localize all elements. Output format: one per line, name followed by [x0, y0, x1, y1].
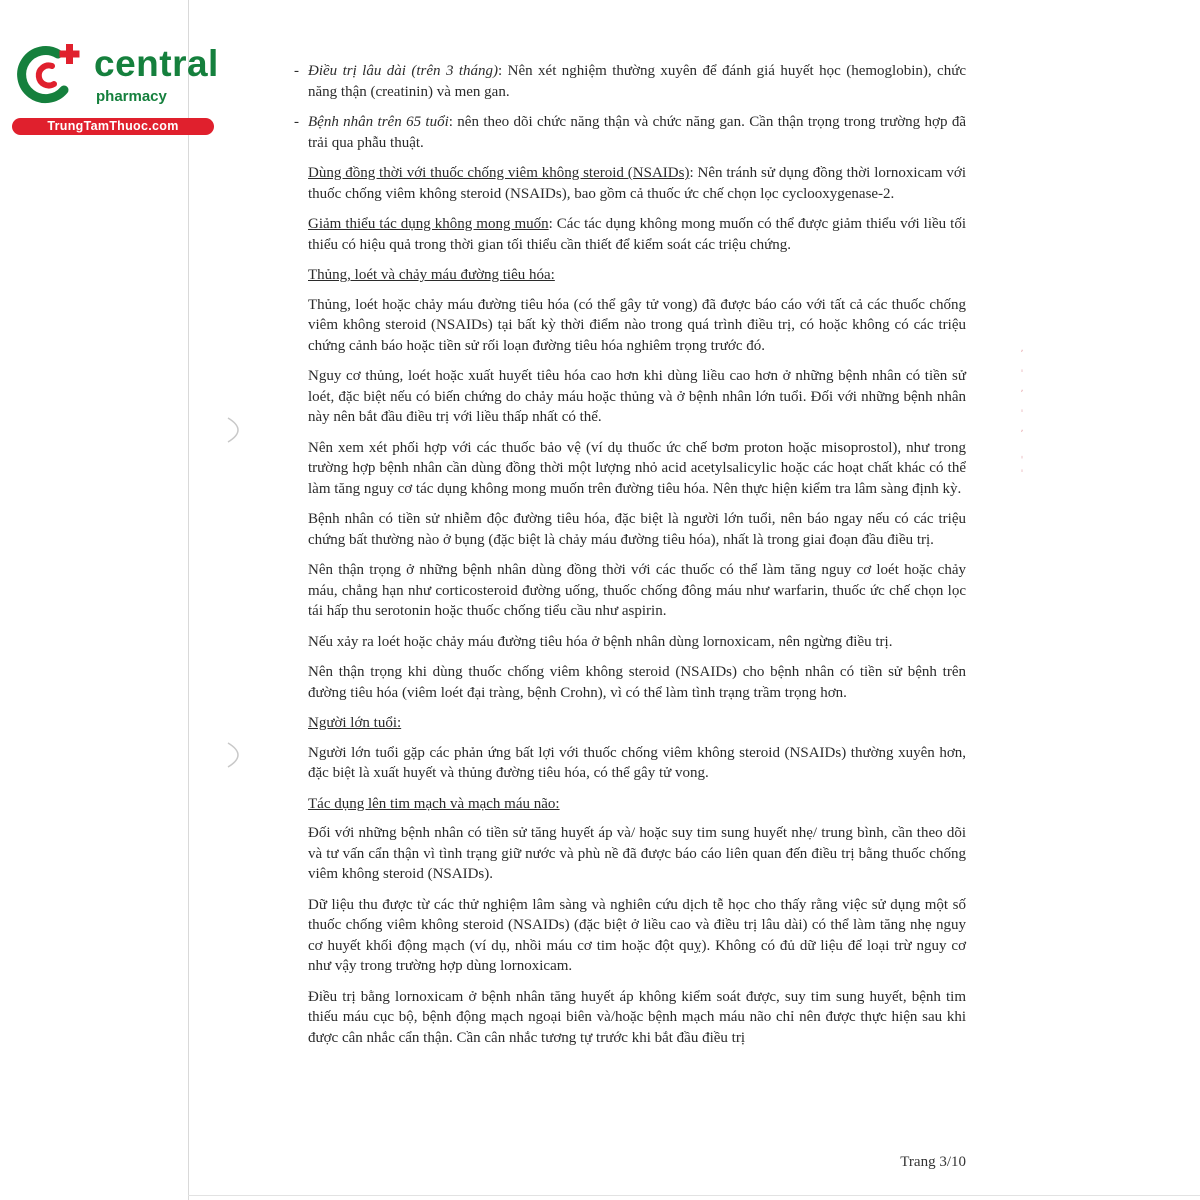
list-item-lead: Bệnh nhân trên 65 tuổi: [308, 114, 449, 130]
section-heading-cardiovascular: Tác dụng lên tim mạch và mạch máu não:: [308, 795, 560, 812]
paragraph: Nên thận trọng ở những bệnh nhân dùng đồng thời với các thuốc có thể làm tăng nguy cơ loét hoặc chảy máu, chẳng hạn như corticosteroid đường uống, thuốc chống đông máu như warfarin, thuốc ức chế chọn lọc tái hấp thu serotonin hoặc thuốc chống tiểu cầu như aspirin.: [308, 562, 966, 619]
paragraph-lead: Dùng đồng thời với thuốc chống viêm không steroid (NSAIDs): [308, 165, 690, 181]
list-item: [292, 112, 966, 153]
paragraph: Bệnh nhân có tiền sử nhiễm độc đường tiêu hóa, đặc biệt là người lớn tuổi, nên báo ngay nếu có các triệu chứng bất thường nào ở bụng (đặc biệt là chảy máu đường tiêu hóa), nhất là trong giai đoạn đầu điều trị.: [308, 511, 966, 548]
paragraph-minimize-effects: [292, 214, 966, 255]
page-bottom-edge: [188, 1195, 1200, 1196]
list-item-text: : Nên xét nghiệm thường xuyên để đánh giá huyết học (hemoglobin), chức năng thận (creatinin) và men gan.: [308, 63, 966, 100]
section-heading-elderly: Người lớn tuổi:: [308, 715, 402, 731]
paragraph-text: : Các tác dụng không mong muốn có thể được giảm thiểu với liều tối thiểu có hiệu quả trong thời gian tối thiểu cần thiết để kiểm soát các triệu chứng.: [308, 216, 967, 253]
paragraph: Dữ liệu thu được từ các thử nghiệm lâm sàng và nghiên cứu dịch tễ học cho thấy rằng việc sử dụng một số thuốc chống viêm không steroid (NSAIDs) (đặc biệt ở liều cao và điều trị lâu dài) có thể làm tăng nhẹ nguy cơ huyết khối động mạch (ví dụ, nhồi máu cơ tim hoặc đột quỵ). Không có đủ dữ liệu để loại trừ nguy cơ như vậy trong trường hợp dùng lornoxicam.: [308, 896, 966, 974]
paragraph-lead: Giảm thiểu tác dụng không mong muốn: [308, 216, 549, 232]
paragraph: Nguy cơ thủng, loét hoặc xuất huyết tiêu hóa cao hơn khi dùng liều cao hơn ở những bệnh nhân có tiền sử loét, đặc biệt nếu có biến chứng do chảy máu hoặc thủng và ở bệnh nhân lớn tuổi. Đối với những bệnh nhân này nên bắt đầu điều trị với liều thấp nhất có thể.: [308, 368, 966, 425]
logo-url-badge: TrungTamThuoc.com: [12, 118, 214, 135]
list-dash: -: [294, 63, 299, 79]
list-item-text: : nên theo dõi chức năng thận và chức năng gan. Cần thận trọng trong trường hợp đã trải qua phẫu thuật.: [308, 114, 966, 151]
section-heading-gi-bleeding: Thủng, loét và chảy máu đường tiêu hóa:: [308, 267, 555, 283]
punch-hole-mark: [222, 740, 248, 770]
logo-c-cross-icon: [12, 40, 88, 108]
paragraph: Nên thận trọng khi dùng thuốc chống viêm không steroid (NSAIDs) cho bệnh nhân có tiền sử bệnh trên đường tiêu hóa (viêm loét đại tràng, bệnh Crohn), vì có thể làm tình trạng trầm trọng hơn.: [308, 664, 966, 701]
document-body: [292, 61, 966, 1058]
page-number: Trang 3/10: [900, 1154, 966, 1170]
paragraph: Nên xem xét phối hợp với các thuốc bảo vệ (ví dụ thuốc ức chế bơm proton hoặc misoprostol), như trong trường hợp bệnh nhân cần dùng đồng thời một lượng nhỏ acid acetylsalicylic hoặc các hoạt chất khác có thể làm tăng nguy cơ tác dụng không mong muốn trên đường tiêu hóa. Nên thực hiện kiểm tra lâm sàng định kỳ.: [308, 439, 966, 497]
list-item-lead: Điều trị lâu dài (trên 3 tháng): [308, 63, 499, 79]
punch-hole-mark: [222, 415, 248, 445]
paragraph: Nếu xảy ra loét hoặc chảy máu đường tiêu hóa ở bệnh nhân dùng lornoxicam, nên ngừng điều trị.: [308, 633, 893, 650]
page-left-edge: [188, 0, 189, 1200]
paragraph-nsaids-combination: [292, 163, 966, 204]
logo-subtitle: pharmacy: [96, 88, 167, 105]
paragraph: Đối với những bệnh nhân có tiền sử tăng huyết áp và/ hoặc suy tim sung huyết nhẹ/ trung bình, cần theo dõi và tư vấn cẩn thận vì tình trạng giữ nước và phù nề đã được báo cáo liên quan đến điều trị bằng thuốc chống viêm không steroid (NSAIDs).: [308, 825, 966, 882]
paragraph-text: : Nên tránh sử dụng đồng thời lornoxicam với thuốc chống viêm không steroid (NSAIDs), bao gồm cả thuốc ức chế chọn lọc cyclooxygenase-2.: [308, 165, 966, 202]
list-dash: -: [294, 114, 299, 130]
paragraph: Thủng, loét hoặc chảy máu đường tiêu hóa (có thể gây tử vong) đã được báo cáo với tất cả các thuốc chống viêm không steroid (NSAIDs) tại bất kỳ thời điểm nào trong quá trình điều trị, có hoặc không có các triệu chứng cảnh báo hoặc tiền sử rối loạn đường tiêu hóa nghiêm trọng trước đó.: [308, 296, 966, 354]
list-item: [292, 61, 966, 102]
central-pharmacy-logo[interactable]: [8, 36, 218, 136]
paragraph: Điều trị bằng lornoxicam ở bệnh nhân tăng huyết áp không kiểm soát được, suy tim sung huyết, bệnh tim thiếu máu cục bộ, bệnh động mạch ngoại biên và/hoặc bệnh mạch máu não chỉ nên được thực hiện sau khi được cân nhắc cẩn thận. Cần cân nhắc tương tự trước khi bắt đầu điều trị: [308, 988, 966, 1046]
logo-brand-name: central: [94, 43, 219, 84]
margin-stamp-marks: ʼ ˈ ʼ ˈ ʼ ˌ ˈ: [1020, 349, 1024, 480]
paragraph: Người lớn tuổi gặp các phản ứng bất lợi với thuốc chống viêm không steroid (NSAIDs) thường xuyên hơn, đặc biệt là xuất huyết và thủng đường tiêu hóa, có thể gây tử vong.: [308, 744, 966, 781]
